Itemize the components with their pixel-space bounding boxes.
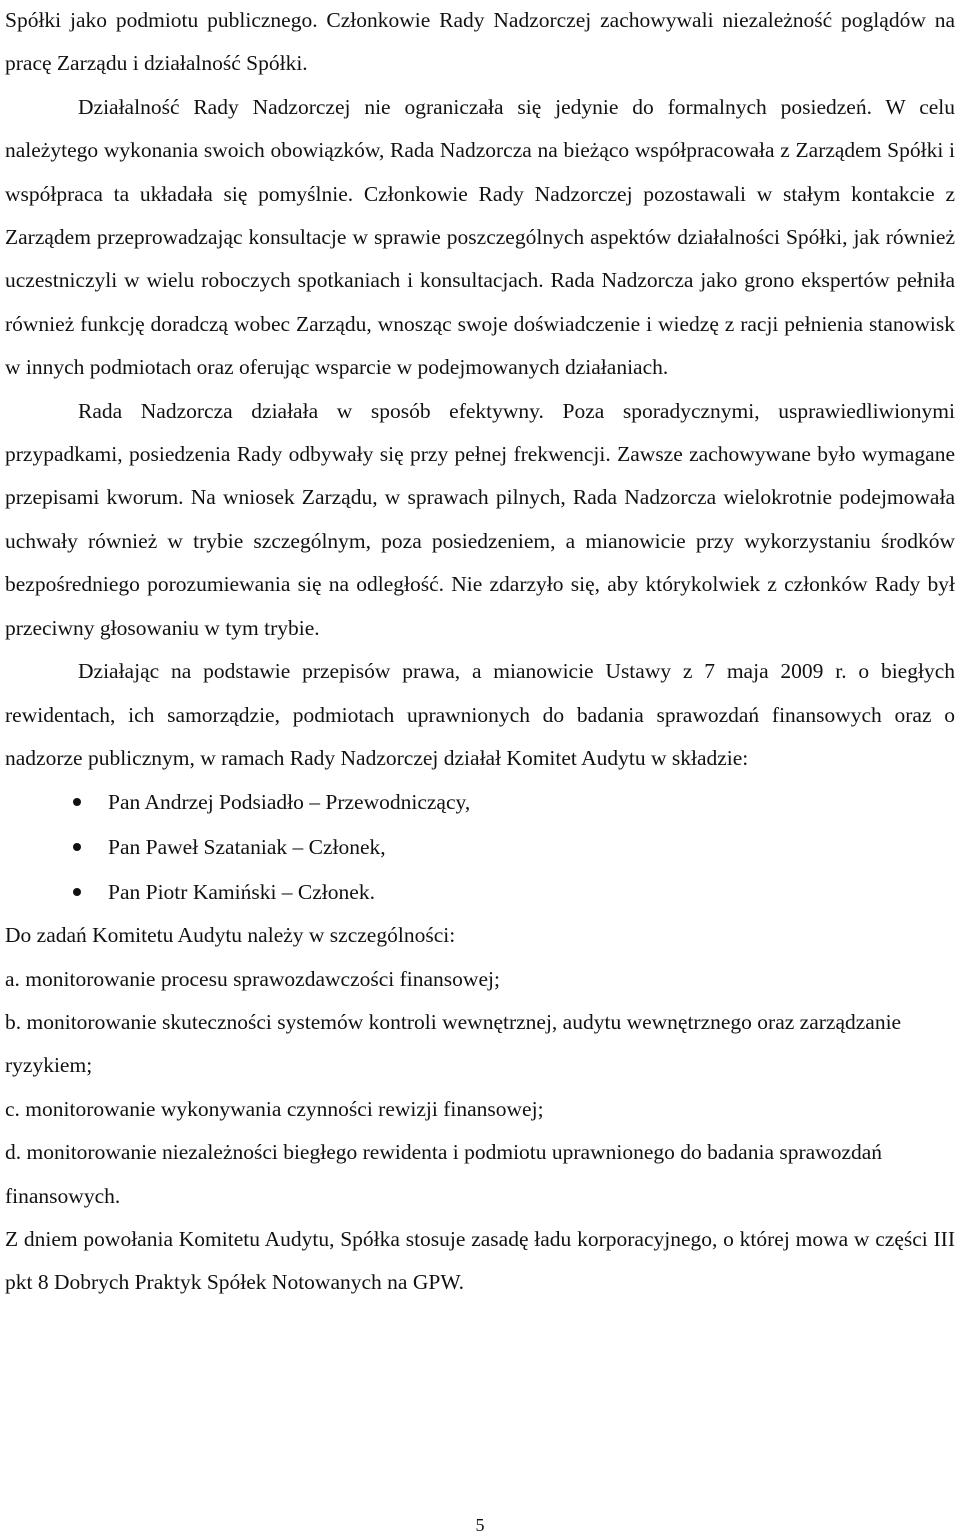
task-item: b. monitorowanie skuteczności systemów kontroli wewnętrznej, audytu wewnętrznego oraz zarządzanie ryzykiem; <box>5 1009 902 1078</box>
document-page <box>5 0 955 1305</box>
bullet-icon <box>73 843 81 851</box>
paragraph-board-independence: Spółki jako podmiotu publicznego. Członkowie Rady Nadzorczej zachowywali niezależność poglądów na pracę Zarządu i działalność Spółki. <box>5 8 955 76</box>
bullet-icon <box>73 798 81 806</box>
page-number: 5 <box>475 1515 485 1535</box>
task-item: a. monitorowanie procesu sprawozdawczości finansowej; <box>5 966 500 991</box>
closing-paragraph: Z dniem powołania Komitetu Audytu, Spółka stosuje zasadę ładu korporacyjnego, o której mowa w części III pkt 8 Dobrych Praktyk Spółek Notowanych na GPW. <box>5 1226 955 1295</box>
member-name: Pan Paweł Szataniak – Członek, <box>108 834 386 859</box>
paragraph-board-effectiveness: Rada Nadzorcza działała w sposób efektywny. Poza sporadycznymi, usprawiedliwionymi przypadkami, posiedzenia Rady odbywały się przy pełnej frekwencji. Zawsze zachowywane było wymagane przepisami kworum. Na wniosek Zarządu, w sprawach pilnych, Rada Nadzorcza wielokrotnie podejmowała uchwały również w trybie szczególnym, poza posiedzeniem, a mianowicie przy wykorzystaniu środków bezpośredniego porozumiewania się na odległość. Nie zdarzyło się, aby którykolwiek z członków Rady był przeciwny głosowaniu w tym trybie. <box>5 398 955 640</box>
list-item <box>5 870 955 915</box>
paragraph-audit-committee: Działając na podstawie przepisów prawa, a mianowicie Ustawy z 7 maja 2009 r. o biegłych rewidentach, ich samorządzie, podmiotach uprawnionych do badania sprawozdań finansowych oraz o nadzorze publicznym, w ramach Rady Nadzorczej działał Komitet Audytu w składzie: <box>5 659 955 770</box>
task-item: d. monitorowanie niezależności biegłego rewidenta i podmiotu uprawnionego do badania sprawozdań finansowych. <box>5 1140 883 1208</box>
audit-committee-members-list <box>5 780 955 914</box>
member-name: Pan Andrzej Podsiadło – Przewodniczący, <box>108 790 471 815</box>
bullet-icon <box>73 888 81 896</box>
paragraph-board-activity: Działalność Rady Nadzorczej nie ograniczała się jedynie do formalnych posiedzeń. W celu należytego wykonania swoich obowiązków, Rada Nadzorcza na bieżąco współpracowała z Zarządem Spółki i współpraca ta układała się pomyślnie. Członkowie Rady Nadzorczej pozostawali w stałym kontakcie z Zarządem przeprowadzając konsultacje w sprawie poszczególnych aspektów działalności Spółki, jak również uczestniczyli w wielu roboczych spotkaniach i konsultacjach. Rada Nadzorcza jako grono ekspertów pełniła również funkcję doradczą wobec Zarządu, wnosząc swoje doświadczenie i wiedzę z racji pełnienia stanowisk w innych podmiotach oraz oferując wsparcie w podejmowanych działaniach. <box>5 94 955 380</box>
audit-committee-tasks <box>5 914 955 1218</box>
list-item <box>5 780 955 825</box>
list-item <box>5 825 955 870</box>
member-name: Pan Piotr Kamiński – Członek. <box>108 879 375 904</box>
task-item: c. monitorowanie wykonywania czynności rewizji finansowej; <box>5 1096 544 1121</box>
tasks-intro: Do zadań Komitetu Audytu należy w szczególności: <box>5 923 456 948</box>
